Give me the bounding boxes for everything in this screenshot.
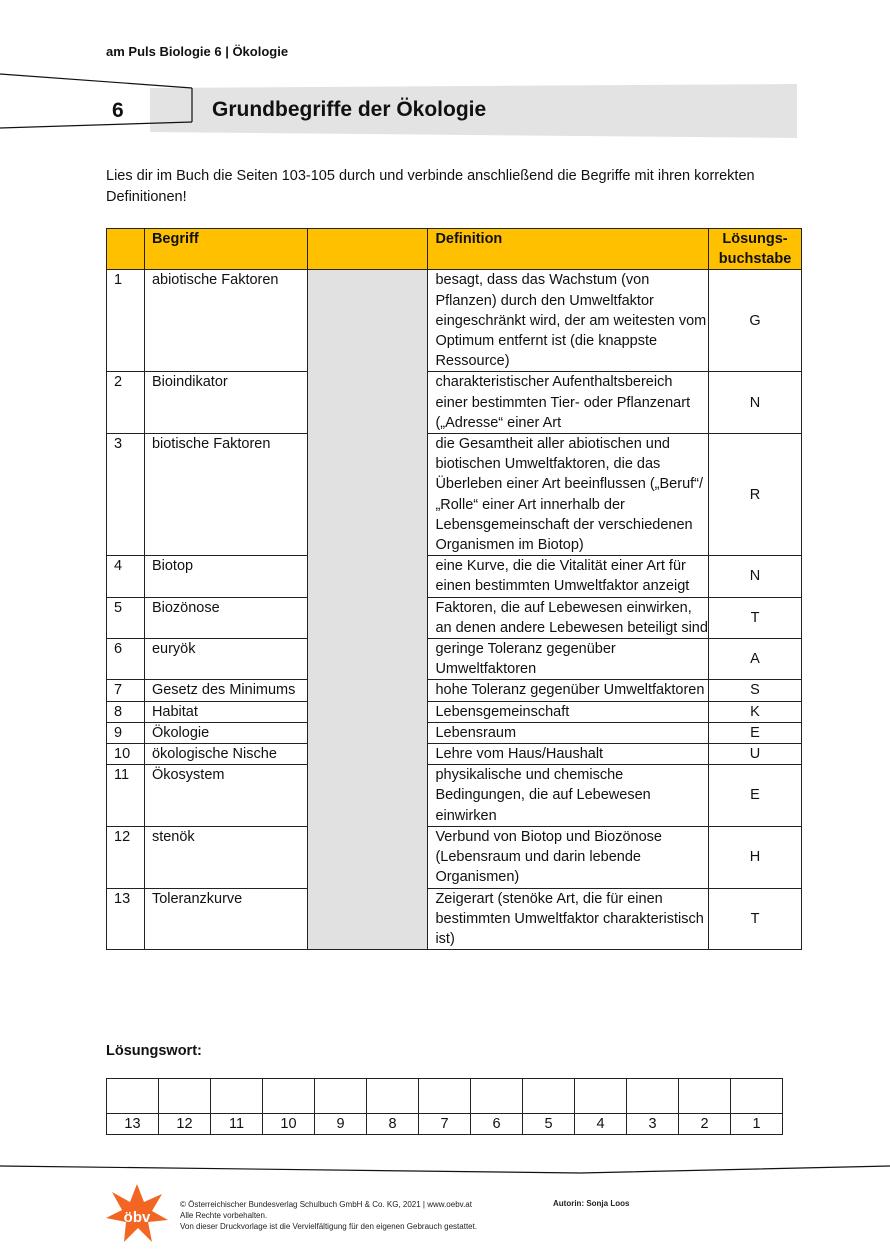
row-definition: Faktoren, die auf Lebewesen einwirken, an denen andere Lebewesen beteiligt sind [428,597,709,638]
row-letter: R [709,434,802,556]
solution-letter-box[interactable] [367,1079,419,1114]
row-num: 6 [107,639,145,680]
solution-number: 6 [471,1114,523,1135]
header-term: Begriff [144,229,307,270]
row-definition: Verbund von Biotop und Biozönose (Lebensraum und darin lebende Organismen) [428,826,709,888]
solution-letter-box[interactable] [471,1079,523,1114]
instruction-text: Lies dir im Buch die Seiten 103-105 durch und verbinde anschließend die Begriffe mit ihren korrekten Definitionen! [106,168,755,205]
footer-permission: Von dieser Druckvorlage ist die Vervielfältigung für den eigenen Gebrauch gestattet. [180,1222,478,1231]
table-row [107,597,802,638]
row-definition: Lebensgemeinschaft [428,701,709,722]
matching-table [106,228,802,950]
header-solution-line2: buchstabe [718,251,792,268]
row-letter: E [709,765,802,827]
solution-letter-box[interactable] [419,1079,471,1114]
solution-number: 13 [107,1114,159,1135]
row-definition: hohe Toleranz gegenüber Umweltfaktoren [428,680,709,701]
connection-area[interactable] [307,270,428,950]
solution-letter-box[interactable] [107,1079,159,1114]
solution-letter-box[interactable] [211,1079,263,1114]
row-definition: Lehre vom Haus/Haushalt [428,744,709,765]
solution-number: 10 [263,1114,315,1135]
solution-number: 5 [523,1114,575,1135]
table-header-row [107,229,802,270]
logo-text: öbv [123,1209,151,1226]
row-definition: eine Kurve, die die Vitalität einer Art für einen bestimmten Umweltfaktor anzeigt [428,556,709,597]
footer-line [0,1166,890,1173]
oebv-logo [106,1182,168,1244]
row-definition: besagt, dass das Wachstum (von Pflanzen) durch den Umweltfaktor eingeschränkt wird, der am weitesten vom Optimum entfernt ist (die knappste Ressource) [428,270,709,372]
row-letter: U [709,744,802,765]
row-definition: die Gesamtheit aller abiotischen und biotischen Umweltfaktoren, die das Überleben einer Art beeinflussen („Beruf“/ „Rolle“ einer Art innerhalb der Lebensgemeinschaft der verschiedenen Organismen im Biotop) [428,434,709,556]
row-term: Habitat [144,701,307,722]
solution-number: 11 [211,1114,263,1135]
solution-letter-box[interactable] [159,1079,211,1114]
solution-letter-box[interactable] [679,1079,731,1114]
solution-number: 1 [731,1114,783,1135]
footer-author: Autorin: Sonja Loos [553,1199,630,1208]
solution-word-label: Lösungswort: [106,1043,202,1059]
table-row [107,434,802,556]
footer-copyright: © Österreichischer Bundesverlag Schulbuch GmbH & Co. KG, 2021 | www.oebv.at [180,1200,472,1209]
row-term: Ökosystem [144,765,307,827]
row-num: 11 [107,765,145,827]
table-row [107,722,802,743]
solution-letter-box[interactable] [731,1079,783,1114]
row-num: 1 [107,270,145,372]
row-letter: N [709,556,802,597]
row-num: 10 [107,744,145,765]
table-row [107,744,802,765]
row-term: stenök [144,826,307,888]
row-letter: K [709,701,802,722]
row-definition: Lebensraum [428,722,709,743]
header-gap [307,229,428,270]
footer-rights: Alle Rechte vorbehalten. [180,1211,268,1220]
row-letter: T [709,597,802,638]
row-num: 13 [107,888,145,950]
row-num: 3 [107,434,145,556]
row-term: Gesetz des Minimums [144,680,307,701]
chapter-number: 6 [112,99,124,122]
solution-letter-box[interactable] [575,1079,627,1114]
row-letter: S [709,680,802,701]
row-term: abiotische Faktoren [144,270,307,372]
row-definition: geringe Toleranz gegenüber Umweltfaktoren [428,639,709,680]
row-letter: N [709,372,802,434]
solution-number: 7 [419,1114,471,1135]
row-num: 2 [107,372,145,434]
row-letter: A [709,639,802,680]
row-letter: G [709,270,802,372]
row-num: 9 [107,722,145,743]
solution-number: 2 [679,1114,731,1135]
solution-letter-box[interactable] [627,1079,679,1114]
row-definition: charakteristischer Aufenthaltsbereich einer bestimmten Tier- oder Pflanzenart („Adresse“ einer Art [428,372,709,434]
row-term: Bioindikator [144,372,307,434]
table-row [107,765,802,827]
row-term: biotische Faktoren [144,434,307,556]
banner-line-top [0,74,192,88]
row-num: 4 [107,556,145,597]
row-definition: physikalische und chemische Bedingungen, die auf Lebewesen einwirken [428,765,709,827]
solution-number: 12 [159,1114,211,1135]
row-term: Toleranzkurve [144,888,307,950]
table-row [107,701,802,722]
header-definition: Definition [428,229,709,270]
solution-number: 9 [315,1114,367,1135]
solution-number: 8 [367,1114,419,1135]
table-row [107,556,802,597]
table-row [107,372,802,434]
row-definition: Zeigerart (stenöke Art, die für einen bestimmten Umweltfaktor charakteristisch ist) [428,888,709,950]
table-row [107,680,802,701]
row-num: 8 [107,701,145,722]
row-letter: H [709,826,802,888]
footer-divider [0,1160,890,1180]
table-row [107,826,802,888]
chapter-title: Grundbegriffe der Ökologie [212,98,487,121]
row-num: 12 [107,826,145,888]
table-row [107,270,802,372]
solution-word-grid [106,1078,783,1135]
header-solution [709,229,802,270]
row-num: 5 [107,597,145,638]
header-solution-line1: Lösungs- [722,231,788,247]
header-num [107,229,145,270]
row-term: ökologische Nische [144,744,307,765]
row-letter: E [709,722,802,743]
row-term: Ökologie [144,722,307,743]
solution-number: 4 [575,1114,627,1135]
solution-letter-box[interactable] [315,1079,367,1114]
row-term: Biozönose [144,597,307,638]
solution-letter-box[interactable] [523,1079,575,1114]
row-num: 7 [107,680,145,701]
book-header: am Puls Biologie 6 | Ökologie [106,44,289,59]
row-term: euryök [144,639,307,680]
footer-text [180,1199,477,1232]
solution-letter-box[interactable] [263,1079,315,1114]
row-term: Biotop [144,556,307,597]
table-row [107,888,802,950]
table-row [107,639,802,680]
row-letter: T [709,888,802,950]
solution-number: 3 [627,1114,679,1135]
